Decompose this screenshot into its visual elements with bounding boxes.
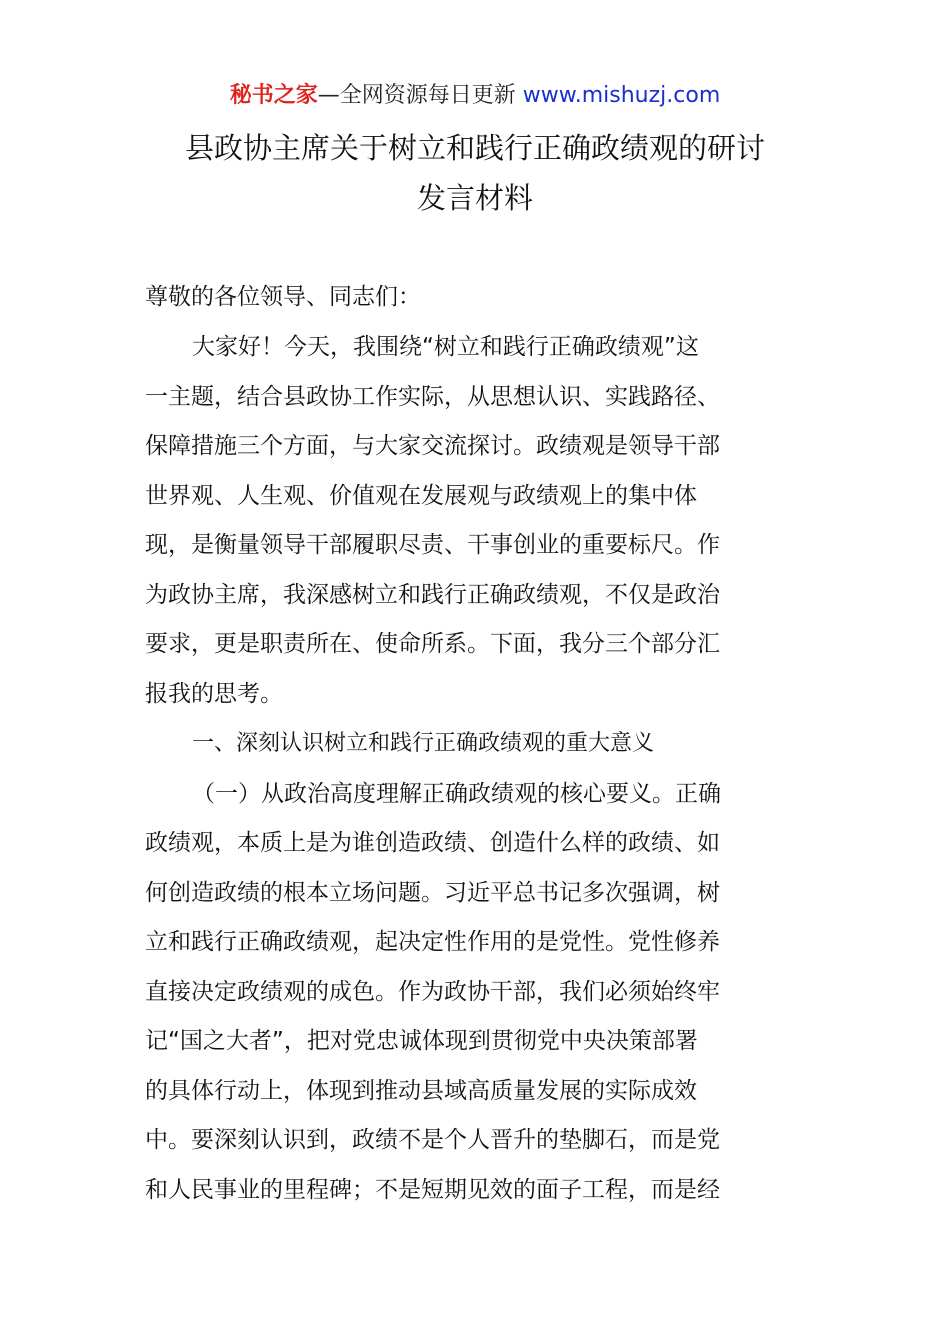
body-line: 记“国之大者”，把对党忠诚体现到贯彻党中央决策部署 (145, 1028, 698, 1054)
body-line: 何创造政绩的根本立场问题。习近平总书记多次强调，树 (145, 880, 720, 906)
body-line: 的具体行动上，体现到推动县域高质量发展的实际成效 (145, 1078, 697, 1104)
document-title-line-2: 发言材料 (416, 181, 533, 215)
body-line: 立和践行正确政绩观，起决定性作用的是党性。党性修养 (145, 929, 720, 955)
body-line: 现，是衡量领导干部履职尽责、干事创业的重要标尺。作 (145, 532, 720, 558)
document-title-line-1: 县政协主席关于树立和践行正确政绩观的研讨 (184, 131, 765, 165)
banner-brand: 秘书之家 (229, 83, 318, 108)
body-line: 世界观、人生观、价值观在发展观与政绩观上的集中体 (145, 483, 697, 509)
banner-tagline: —全网资源每日更新 (317, 83, 523, 108)
body-line: 保障措施三个方面，与大家交流探讨。政绩观是领导干部 (145, 433, 720, 459)
site-banner (0, 80, 950, 112)
body-line: 为政协主席，我深感树立和践行正确政绩观，不仅是政治 (145, 582, 720, 608)
banner-url-link[interactable]: www.mishuzj.com (522, 83, 721, 108)
body-line: 直接决定政绩观的成色。作为政协干部，我们必须始终牢 (145, 979, 720, 1005)
section-heading: 一、深刻认识树立和践行正确政绩观的重大意义 (192, 731, 655, 756)
body-line: 报我的思考。 (145, 681, 283, 707)
body-line: 大家好！今天，我围绕“树立和践行正确政绩观”这 (192, 334, 699, 360)
body-line: 一主题，结合县政协工作实际，从思想认识、实践路径、 (145, 384, 720, 410)
body-line: 政绩观，本质上是为谁创造政绩、创造什么样的政绩、如 (145, 830, 720, 856)
body-line: 和人民事业的里程碑；不是短期见效的面子工程，而是经 (145, 1177, 720, 1203)
body-line: 中。要深刻认识到，政绩不是个人晋升的垫脚石，而是党 (145, 1127, 720, 1153)
body-line: 要求，更是职责所在、使命所系。下面，我分三个部分汇 (145, 631, 720, 657)
subsection-heading: （一）从政治高度理解正确政绩观的核心要义。正确 (192, 781, 721, 807)
salutation: 尊敬的各位领导、同志们： (145, 284, 421, 310)
